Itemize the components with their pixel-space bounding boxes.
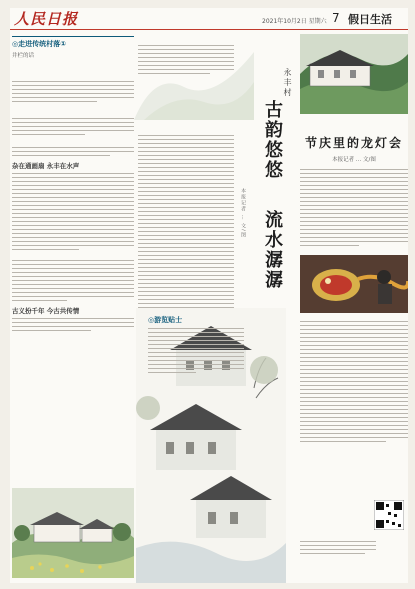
right-headline: 节庆里的龙灯会: [304, 136, 403, 150]
travel-tips-label: ◎游览贴士: [148, 316, 183, 324]
right-body-top: [300, 169, 408, 246]
kicker: 永丰村: [283, 68, 292, 98]
headline-part-1: 古韵悠悠: [262, 100, 283, 180]
center-mid-body: [138, 132, 234, 327]
section-name: 假日生活: [348, 13, 392, 26]
headline-byline: 本报记者 … 文/图: [240, 188, 246, 238]
tips-block: [148, 310, 244, 376]
village-landscape-photo: [300, 34, 408, 114]
newspaper-page: [10, 8, 408, 583]
dragon-lantern-photo: [300, 255, 408, 313]
headline-block: [236, 68, 306, 308]
village-illustration-left: [12, 488, 134, 578]
center-top-body: [138, 42, 234, 77]
left-body: [12, 66, 134, 334]
right-body-bottom: [300, 321, 408, 442]
newspaper-logo: 人民日报: [14, 10, 79, 28]
issue-date: 2021年10月2日 星期六: [262, 18, 327, 25]
page-number: 7: [332, 11, 340, 25]
feature-series-header: ◎走进传统村落①: [12, 40, 67, 48]
qr-code: [374, 500, 404, 530]
headline-part-2: 流水潺潺: [262, 210, 283, 290]
masthead: [10, 8, 408, 30]
section-tag-1: 杂在通画扇 永丰在水声: [12, 162, 80, 170]
editor-info: [300, 538, 408, 557]
section-tag-2: 古义扮千年 今古共传情: [12, 307, 80, 315]
left-column: [12, 36, 134, 315]
right-byline: 本报记者 … 文/图: [332, 157, 376, 163]
feature-series-subheader: 井栏的话: [12, 53, 35, 59]
right-column: [300, 34, 408, 445]
